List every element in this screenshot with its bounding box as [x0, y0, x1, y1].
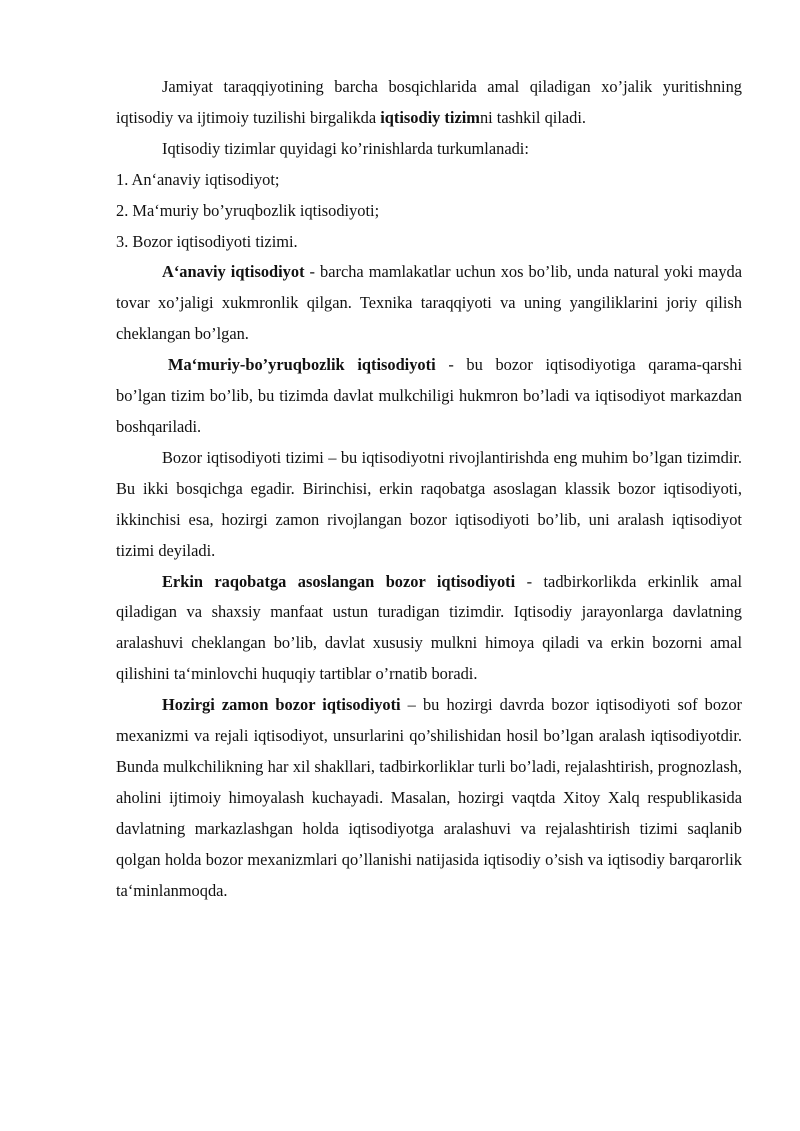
term-iqtisodiy-tizim: iqtisodiy tizim	[380, 107, 480, 127]
term-modern-market-economy: Hozirgi zamon bozor iqtisodiyoti	[162, 695, 401, 715]
paragraph-command-text: - bu bozor iqtisodiyotiga qarama-qarshi bo’lgan tizim bo’lib, bu tizimda davlat mulkchiligi hukmron bo’ladi va iqtisodiyot markazdan boshqariladi.	[116, 355, 743, 436]
paragraph-traditional	[116, 257, 742, 350]
paragraph-intro	[116, 72, 742, 134]
term-traditional-economy: A‘anaviy iqtisodiyot	[162, 262, 305, 282]
paragraph-free-market-text: - tadbirkorlikda erkinlik amal qiladigan va shaxsiy manfaat ustun turadigan tizimdir. Iqtisodiy jarayonlarga davlatning aralashuvi cheklangan bo’lib, davlat xususiy mulkni himoya qiladi va erkin bozorni amal qilishini ta‘minlovchi huquqiy tartiblar o’rnatib boradi.	[116, 571, 742, 684]
list-item: 3. Bozor iqtisodiyoti tizimi.	[116, 231, 298, 251]
paragraph-intro-text: Jamiyat taraqqiyotining barcha bosqichlarida amal qiladigan xo’jalik yuritishning iqtisodiy va ijtimoiy tuzilishi birgalikda	[116, 77, 742, 127]
document-page	[116, 72, 742, 906]
paragraph-intro-end: ni tashkil qiladi.	[479, 107, 587, 127]
list-item: 2. Ma‘muriy bo’yruqbozlik iqtisodiyoti;	[116, 200, 380, 220]
paragraph-market: Bozor iqtisodiyoti tizimi – bu iqtisodiyotni rivojlantirishda eng muhim bo’lgan tizimdir. Bu ikki bosqichga egadir. Birinchisi, erkin raqobatga asoslagan klassik bozor iqtisodiyoti, ikkinchisi esa, hozirgi zamon rivojlangan bozor iqtisodiyoti bo’lib, uni aralash iqtisodiyot tizimi deyiladi.	[116, 447, 742, 560]
term-command-economy: Ma‘muriy-bo’yruqbozlik iqtisodiyoti	[168, 355, 436, 375]
term-free-market-economy: Erkin raqobatga asoslangan bozor iqtisodiyoti	[162, 571, 516, 591]
paragraph-free-market	[116, 567, 742, 691]
paragraph-classification: Iqtisodiy tizimlar quyidagi ko’rinishlarda turkumlanadi:	[162, 138, 529, 158]
paragraph-command	[116, 350, 742, 443]
list-item: 1. An‘anaviy iqtisodiyot;	[116, 169, 280, 189]
paragraph-traditional-text: - barcha mamlakatlar uchun xos bo’lib, unda natural yoki mayda tovar xo’jaligi xukmronlik qilgan. Texnika taraqqiyoti va uning yangiliklarini joriy qilish cheklangan bo’lgan.	[116, 262, 743, 344]
paragraph-modern-market-text: – bu hozirgi davrda bozor iqtisodiyoti sof bozor mexanizmi va rejali iqtisodiyot, unsurlarini qo’shilishidan hosil bo’lgan aralash iqtisodiyotdir. Bunda mulkchilikning har xil shakllari, tadbirkorliklar turli bo’ladi, rejalashtirish, prognozlash, aholini ijtimoiy himoyalash kuchayadi. Masalan, hozirgi vaqtda Xitoy Xalq respublikasida davlatning markazlashgan holda iqtisodiyotga aralashuvi va rejalashtirish tizimi saqlanib qolgan holda bozor mexanizmlari qo’llanishi natijasida iqtisodiy o’sish va iqtisodiy barqarorlik ta‘minlanmoqda.	[116, 695, 742, 900]
paragraph-modern-market	[116, 690, 742, 906]
